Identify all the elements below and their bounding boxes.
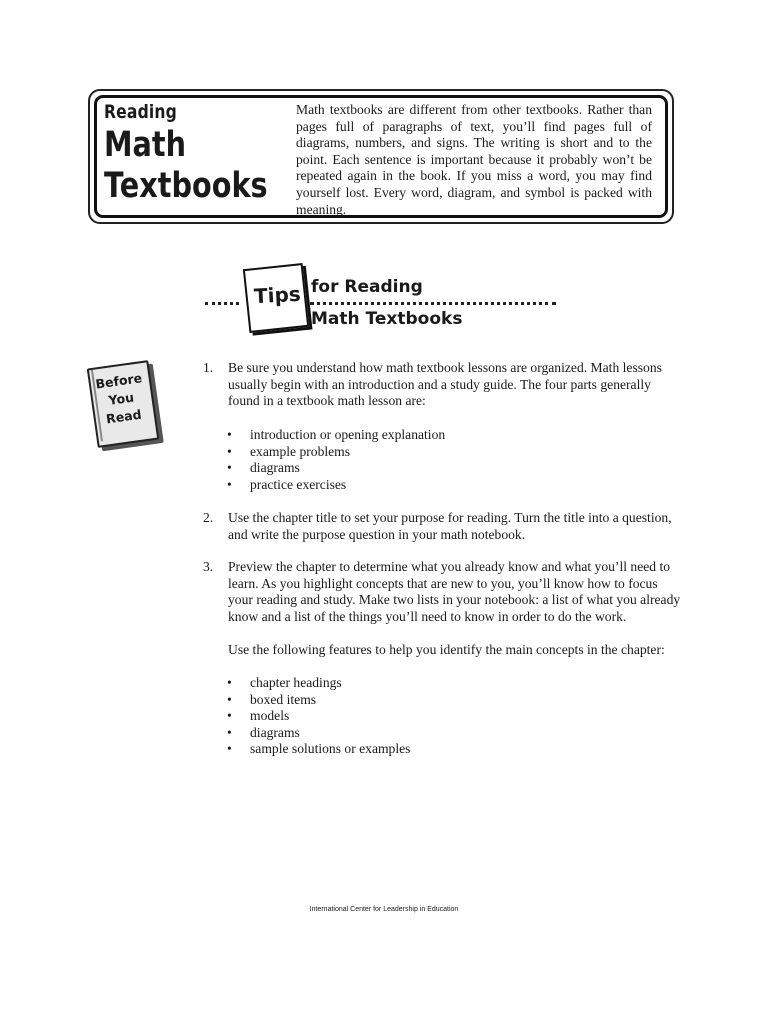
bullet-item: • practice exercises	[227, 477, 527, 494]
list-item-number: 2.	[203, 510, 214, 525]
bullet-list-3	[227, 675, 527, 758]
list-item-2	[203, 510, 683, 543]
bullet-item: • example problems	[227, 444, 527, 461]
list-item-number: 1.	[203, 360, 214, 375]
title-reading: Reading	[104, 101, 177, 123]
footer-credit: International Center for Leadership in Education	[309, 906, 459, 913]
bullet-item: • models	[227, 708, 527, 725]
bullet-item: • diagrams	[227, 725, 527, 742]
list-item-text: Use the chapter title to set your purpose for reading. Turn the title into a question, and write the purpose question in your math notebook.	[228, 510, 672, 542]
before-you-read-book-icon	[87, 360, 160, 448]
bullet-item: • introduction or opening explanation	[227, 427, 527, 444]
bullet-item: • boxed items	[227, 692, 527, 709]
title-math: Math	[104, 125, 187, 165]
intro-paragraph: Math textbooks are different from other textbooks. Rather than pages full of paragraphs of text, you’ll find pages full of diagrams, numbers, and signs. The writing is short and to the point. Each sentence is important because it probably won’t be repeated again in the book. If you miss a word, you may find yourself lost. Every word, diagram, and symbol is packed with meaning.	[296, 102, 652, 217]
list-item-text: Be sure you understand how math textbook lessons are organized. Math lessons usually begin with an introduction and a study guide. The four parts generally found in a textbook math lesson are:	[228, 360, 662, 409]
bullet-item: • chapter headings	[227, 675, 527, 692]
book-label-line1: Before	[94, 370, 143, 392]
tips-heading-line1: for Reading	[311, 277, 427, 297]
tips-dotted-rule-left	[205, 302, 239, 305]
book-label-line2: You	[107, 389, 135, 408]
tips-dotted-rule-right	[310, 302, 556, 305]
list-item-1	[203, 360, 683, 410]
bullet-item: • sample solutions or examples	[227, 741, 527, 758]
book-label	[94, 369, 149, 429]
title-textbooks: Textbooks	[104, 166, 268, 206]
list-item-number: 3.	[203, 559, 214, 574]
follow-up-paragraph: Use the following features to help you identify the main concepts in the chapter:	[228, 642, 665, 657]
bullet-list-1	[227, 427, 527, 493]
list-item-text: Preview the chapter to determine what you already know and what you’ll need to learn. As you highlight concepts that are new to you, you’ll know how to focus your reading and study. Make two lists in your notebook: a list of what you already know and a list of the things you’ll need to know in order to do the work.	[228, 559, 681, 624]
tips-label: Tips	[253, 281, 302, 309]
book-label-line3: Read	[105, 406, 143, 427]
list-item-3	[203, 559, 683, 625]
tips-heading-line2: Math Textbooks	[311, 309, 463, 329]
bullet-item: • diagrams	[227, 460, 527, 477]
